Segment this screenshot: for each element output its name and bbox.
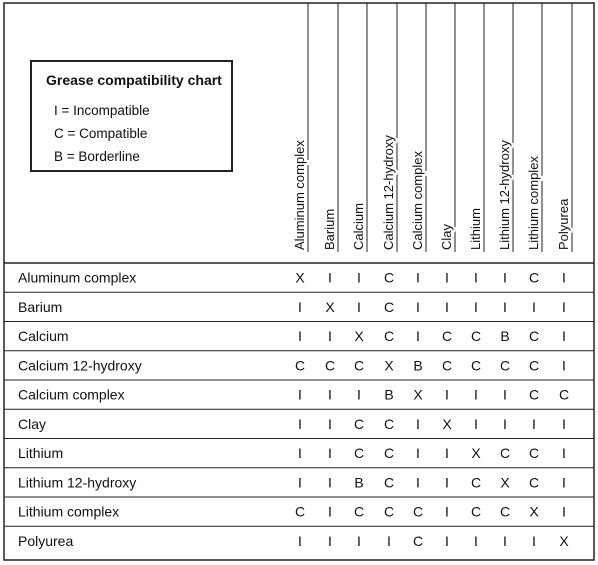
cell-calcium-12-hydroxy-aluminum-complex: C (294, 357, 306, 374)
cell-lithium-12-hydroxy-barium: I (328, 474, 332, 491)
cell-lithium-lithium-12-hydroxy: C (499, 445, 511, 462)
cell-lithium-lithium: X (471, 445, 481, 462)
cell-lithium-12-hydroxy-lithium: C (470, 474, 482, 491)
cell-lithium-complex-calcium: C (353, 503, 365, 520)
cell-lithium-12-hydroxy-calcium-12-hydroxy: C (383, 474, 395, 491)
cell-lithium-complex-lithium: C (470, 503, 482, 520)
chart-title: Grease compatibility chart (46, 72, 222, 88)
cell-clay-lithium: I (474, 415, 478, 432)
row-label-lithium-12-hydroxy: Lithium 12-hydroxy (18, 474, 137, 491)
column-header-calcium: Calcium (351, 203, 366, 250)
cell-lithium-12-hydroxy-polyurea: I (562, 474, 566, 491)
column-header-lithium-12-hydroxy: Lithium 12-hydroxy (497, 140, 512, 250)
cell-polyurea-aluminum-complex: I (298, 532, 302, 549)
cell-polyurea-barium: I (328, 532, 332, 549)
cell-lithium-12-hydroxy-clay: I (445, 474, 449, 491)
cell-lithium-calcium: C (353, 445, 365, 462)
cell-lithium-12-hydroxy-calcium-complex: I (416, 474, 420, 491)
column-header-lithium: Lithium (468, 208, 483, 250)
cell-clay-aluminum-complex: I (298, 415, 302, 432)
legend-box (30, 60, 233, 172)
legend-compatible: C = Compatible (54, 126, 148, 141)
cell-polyurea-lithium: I (474, 532, 478, 549)
column-header-polyurea: Polyurea (556, 198, 571, 250)
cell-calcium-12-hydroxy-clay: C (441, 357, 453, 374)
cell-clay-clay: X (442, 415, 452, 432)
cell-calcium-complex-barium: I (328, 386, 332, 403)
cell-calcium-lithium-complex: C (528, 328, 540, 345)
row-label-lithium-complex: Lithium complex (18, 503, 120, 520)
cell-barium-calcium-12-hydroxy: C (383, 298, 395, 315)
cell-clay-barium: I (328, 415, 332, 432)
cell-barium-calcium: I (357, 298, 361, 315)
cell-calcium-12-hydroxy-calcium-12-hydroxy: X (384, 357, 394, 374)
cell-calcium-barium: I (328, 328, 332, 345)
cell-calcium-complex-lithium-12-hydroxy: I (503, 386, 507, 403)
cell-polyurea-calcium-complex: C (412, 532, 424, 549)
cell-lithium-12-hydroxy-lithium-complex: C (528, 474, 540, 491)
cell-clay-calcium-12-hydroxy: C (383, 415, 395, 432)
cell-lithium-complex-aluminum-complex: C (294, 503, 306, 520)
cell-calcium-calcium-12-hydroxy: C (383, 328, 395, 345)
cell-calcium-polyurea: I (562, 328, 566, 345)
cell-lithium-complex-calcium-12-hydroxy: C (383, 503, 395, 520)
cell-lithium-complex-clay: I (445, 503, 449, 520)
cell-aluminum-complex-barium: I (328, 269, 332, 286)
cell-calcium-complex-calcium-12-hydroxy: B (384, 386, 394, 403)
column-header-calcium-12-hydroxy: Calcium 12-hydroxy (381, 135, 396, 250)
cell-calcium-12-hydroxy-calcium: C (353, 357, 365, 374)
cell-polyurea-calcium: I (357, 532, 361, 549)
row-label-calcium-complex: Calcium complex (18, 386, 125, 403)
row-label-lithium: Lithium (18, 445, 64, 462)
cell-calcium-12-hydroxy-barium: C (324, 357, 336, 374)
cell-clay-calcium: C (353, 415, 365, 432)
cell-calcium-complex-aluminum-complex: I (298, 386, 302, 403)
cell-calcium-calcium-complex: I (416, 328, 420, 345)
cell-aluminum-complex-lithium-12-hydroxy: I (503, 269, 507, 286)
cell-barium-barium: X (325, 298, 335, 315)
row-label-polyurea: Polyurea (18, 532, 74, 549)
cell-lithium-complex-calcium-complex: C (412, 503, 424, 520)
cell-calcium-lithium: C (470, 328, 482, 345)
cell-aluminum-complex-polyurea: I (562, 269, 566, 286)
cell-barium-clay: I (445, 298, 449, 315)
cell-barium-aluminum-complex: I (298, 298, 302, 315)
row-label-barium: Barium (18, 298, 63, 315)
legend-borderline: B = Borderline (54, 149, 140, 164)
cell-lithium-complex-lithium-complex: X (529, 503, 539, 520)
cell-calcium-complex-polyurea: C (558, 386, 570, 403)
cell-calcium-complex-lithium-complex: C (528, 386, 540, 403)
column-header-calcium-complex: Calcium complex (410, 151, 425, 250)
cell-polyurea-lithium-complex: I (532, 532, 536, 549)
cell-lithium-clay: I (445, 445, 449, 462)
column-header-aluminum-complex: Aluminum complex (292, 140, 307, 250)
column-header-barium: Barium (322, 208, 337, 250)
cell-lithium-complex-lithium-12-hydroxy: C (499, 503, 511, 520)
cell-lithium-calcium-12-hydroxy: C (383, 445, 395, 462)
cell-lithium-complex-polyurea: I (562, 503, 566, 520)
cell-lithium-calcium-complex: I (416, 445, 420, 462)
cell-lithium-12-hydroxy-lithium-12-hydroxy: X (500, 474, 510, 491)
cell-lithium-12-hydroxy-calcium: B (354, 474, 364, 491)
cell-lithium-polyurea: I (562, 445, 566, 462)
cell-aluminum-complex-calcium-complex: I (416, 269, 420, 286)
cell-polyurea-polyurea: X (559, 532, 569, 549)
cell-lithium-12-hydroxy-aluminum-complex: I (298, 474, 302, 491)
cell-calcium-complex-clay: I (445, 386, 449, 403)
cell-clay-lithium-complex: I (532, 415, 536, 432)
cell-aluminum-complex-calcium-12-hydroxy: C (383, 269, 395, 286)
row-label-clay: Clay (18, 415, 47, 432)
cell-polyurea-calcium-12-hydroxy: I (387, 532, 391, 549)
cell-polyurea-clay: I (445, 532, 449, 549)
cell-calcium-complex-lithium: I (474, 386, 478, 403)
cell-calcium-complex-calcium: I (357, 386, 361, 403)
cell-aluminum-complex-lithium-complex: C (528, 269, 540, 286)
cell-clay-polyurea: I (562, 415, 566, 432)
cell-aluminum-complex-clay: I (445, 269, 449, 286)
cell-barium-lithium-complex: I (532, 298, 536, 315)
cell-calcium-12-hydroxy-lithium-complex: C (528, 357, 540, 374)
row-label-aluminum-complex: Aluminum complex (18, 269, 137, 286)
cell-aluminum-complex-aluminum-complex: X (295, 269, 305, 286)
legend-incompatible: I = Incompatible (54, 103, 150, 118)
cell-calcium-12-hydroxy-lithium-12-hydroxy: C (499, 357, 511, 374)
cell-lithium-aluminum-complex: I (298, 445, 302, 462)
cell-aluminum-complex-lithium: I (474, 269, 478, 286)
cell-barium-calcium-complex: I (416, 298, 420, 315)
column-header-clay: Clay (439, 223, 454, 250)
cell-barium-polyurea: I (562, 298, 566, 315)
cell-lithium-barium: I (328, 445, 332, 462)
cell-lithium-lithium-complex: C (528, 445, 540, 462)
cell-calcium-calcium: X (354, 328, 364, 345)
cell-calcium-12-hydroxy-calcium-complex: B (413, 357, 423, 374)
cell-calcium-12-hydroxy-lithium: C (470, 357, 482, 374)
cell-calcium-12-hydroxy-polyurea: I (562, 357, 566, 374)
cell-calcium-lithium-12-hydroxy: B (500, 328, 510, 345)
row-label-calcium: Calcium (18, 328, 69, 345)
cell-clay-lithium-12-hydroxy: I (503, 415, 507, 432)
cell-clay-calcium-complex: I (416, 415, 420, 432)
cell-barium-lithium-12-hydroxy: I (503, 298, 507, 315)
cell-lithium-complex-barium: I (328, 503, 332, 520)
cell-aluminum-complex-calcium: I (357, 269, 361, 286)
column-header-lithium-complex: Lithium complex (526, 156, 541, 250)
cell-polyurea-lithium-12-hydroxy: I (503, 532, 507, 549)
cell-barium-lithium: I (474, 298, 478, 315)
cell-calcium-aluminum-complex: I (298, 328, 302, 345)
cell-calcium-complex-calcium-complex: X (413, 386, 423, 403)
cell-calcium-clay: C (441, 328, 453, 345)
row-label-calcium-12-hydroxy: Calcium 12-hydroxy (18, 357, 142, 374)
